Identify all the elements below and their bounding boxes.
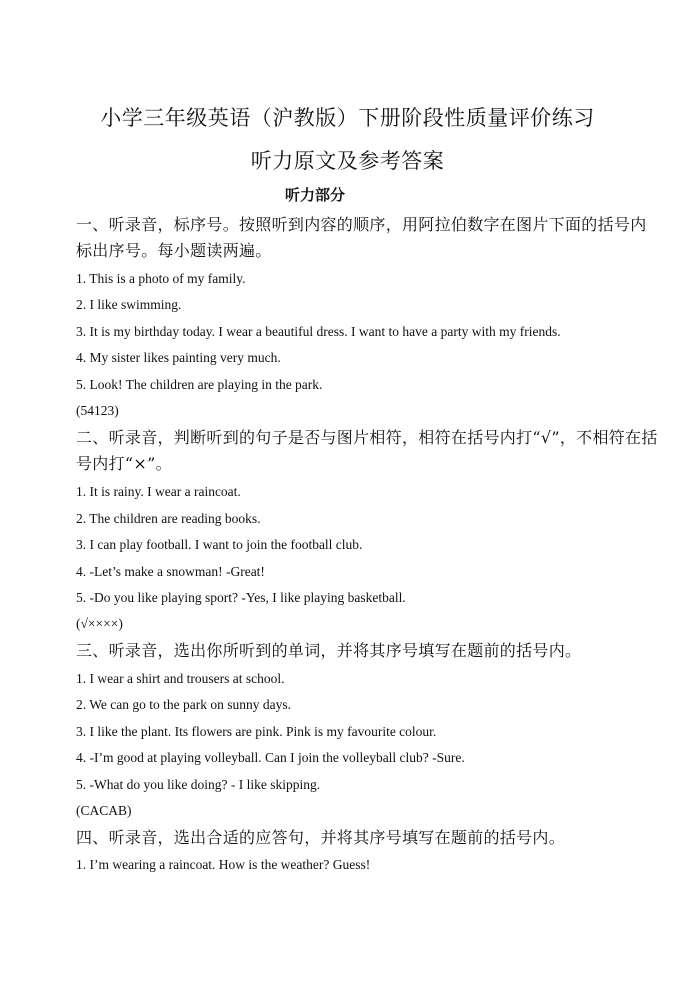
section-3-item-3: 3. I like the plant. Its flowers are pink. Pink is my favourite colour. xyxy=(76,724,437,739)
section-1-item-1: 1. This is a photo of my family. xyxy=(76,271,246,286)
document-title: 小学三年级英语（沪教版）下册阶段性质量评价练习 xyxy=(100,106,595,130)
section-3-item-2: 2. We can go to the park on sunny days. xyxy=(76,697,291,712)
section-2-heading: 二、听录音，判断听到的句子是否与图片相符，相符在括号内打“√”，不相符在括号内打“×”。 xyxy=(76,428,658,473)
section-1-item-4: 4. My sister likes painting very much. xyxy=(76,350,281,365)
section-4-heading: 四、听录音，选出合适的应答句，并将其序号填写在题前的括号内。 xyxy=(76,828,566,847)
section-2-item-2: 2. The children are reading books. xyxy=(76,511,261,526)
section-1-item-3: 3. It is my birthday today. I wear a beautiful dress. I want to have a party with my friends. xyxy=(76,324,561,339)
section-4-item-1: 1. I’m wearing a raincoat. How is the weather? Guess! xyxy=(76,857,371,872)
section-2-item-5: 5. -Do you like playing sport? -Yes, I like playing basketball. xyxy=(76,590,406,605)
section-1-answer: (54123) xyxy=(76,403,119,418)
section-1-heading: 一、听录音，标序号。按照听到内容的顺序，用阿拉伯数字在图片下面的括号内标出序号。每小题读两遍。 xyxy=(76,215,647,260)
section-3-item-1: 1. I wear a shirt and trousers at school. xyxy=(76,671,285,686)
section-2-item-1: 1. It is rainy. I wear a raincoat. xyxy=(76,484,241,499)
section-3-item-4: 4. -I’m good at playing volleyball. Can I join the volleyball club? -Sure. xyxy=(76,750,465,765)
section-3-heading: 三、听录音，选出你所听到的单词，并将其序号填写在题前的括号内。 xyxy=(76,641,582,660)
section-2-answer: (√××××) xyxy=(76,616,123,631)
section-3-answer: (CACAB) xyxy=(76,803,132,818)
section-3-item-5: 5. -What do you like doing? - I like skipping. xyxy=(76,777,321,792)
section-2-item-4: 4. -Let’s make a snowman! -Great! xyxy=(76,564,265,579)
section-1-item-5: 5. Look! The children are playing in the park. xyxy=(76,377,323,392)
section-label: 听力部分 xyxy=(284,186,345,204)
section-1-item-2: 2. I like swimming. xyxy=(76,297,182,312)
document-subtitle: 听力原文及参考答案 xyxy=(250,149,445,173)
section-2-item-3: 3. I can play football. I want to join the football club. xyxy=(76,537,363,552)
